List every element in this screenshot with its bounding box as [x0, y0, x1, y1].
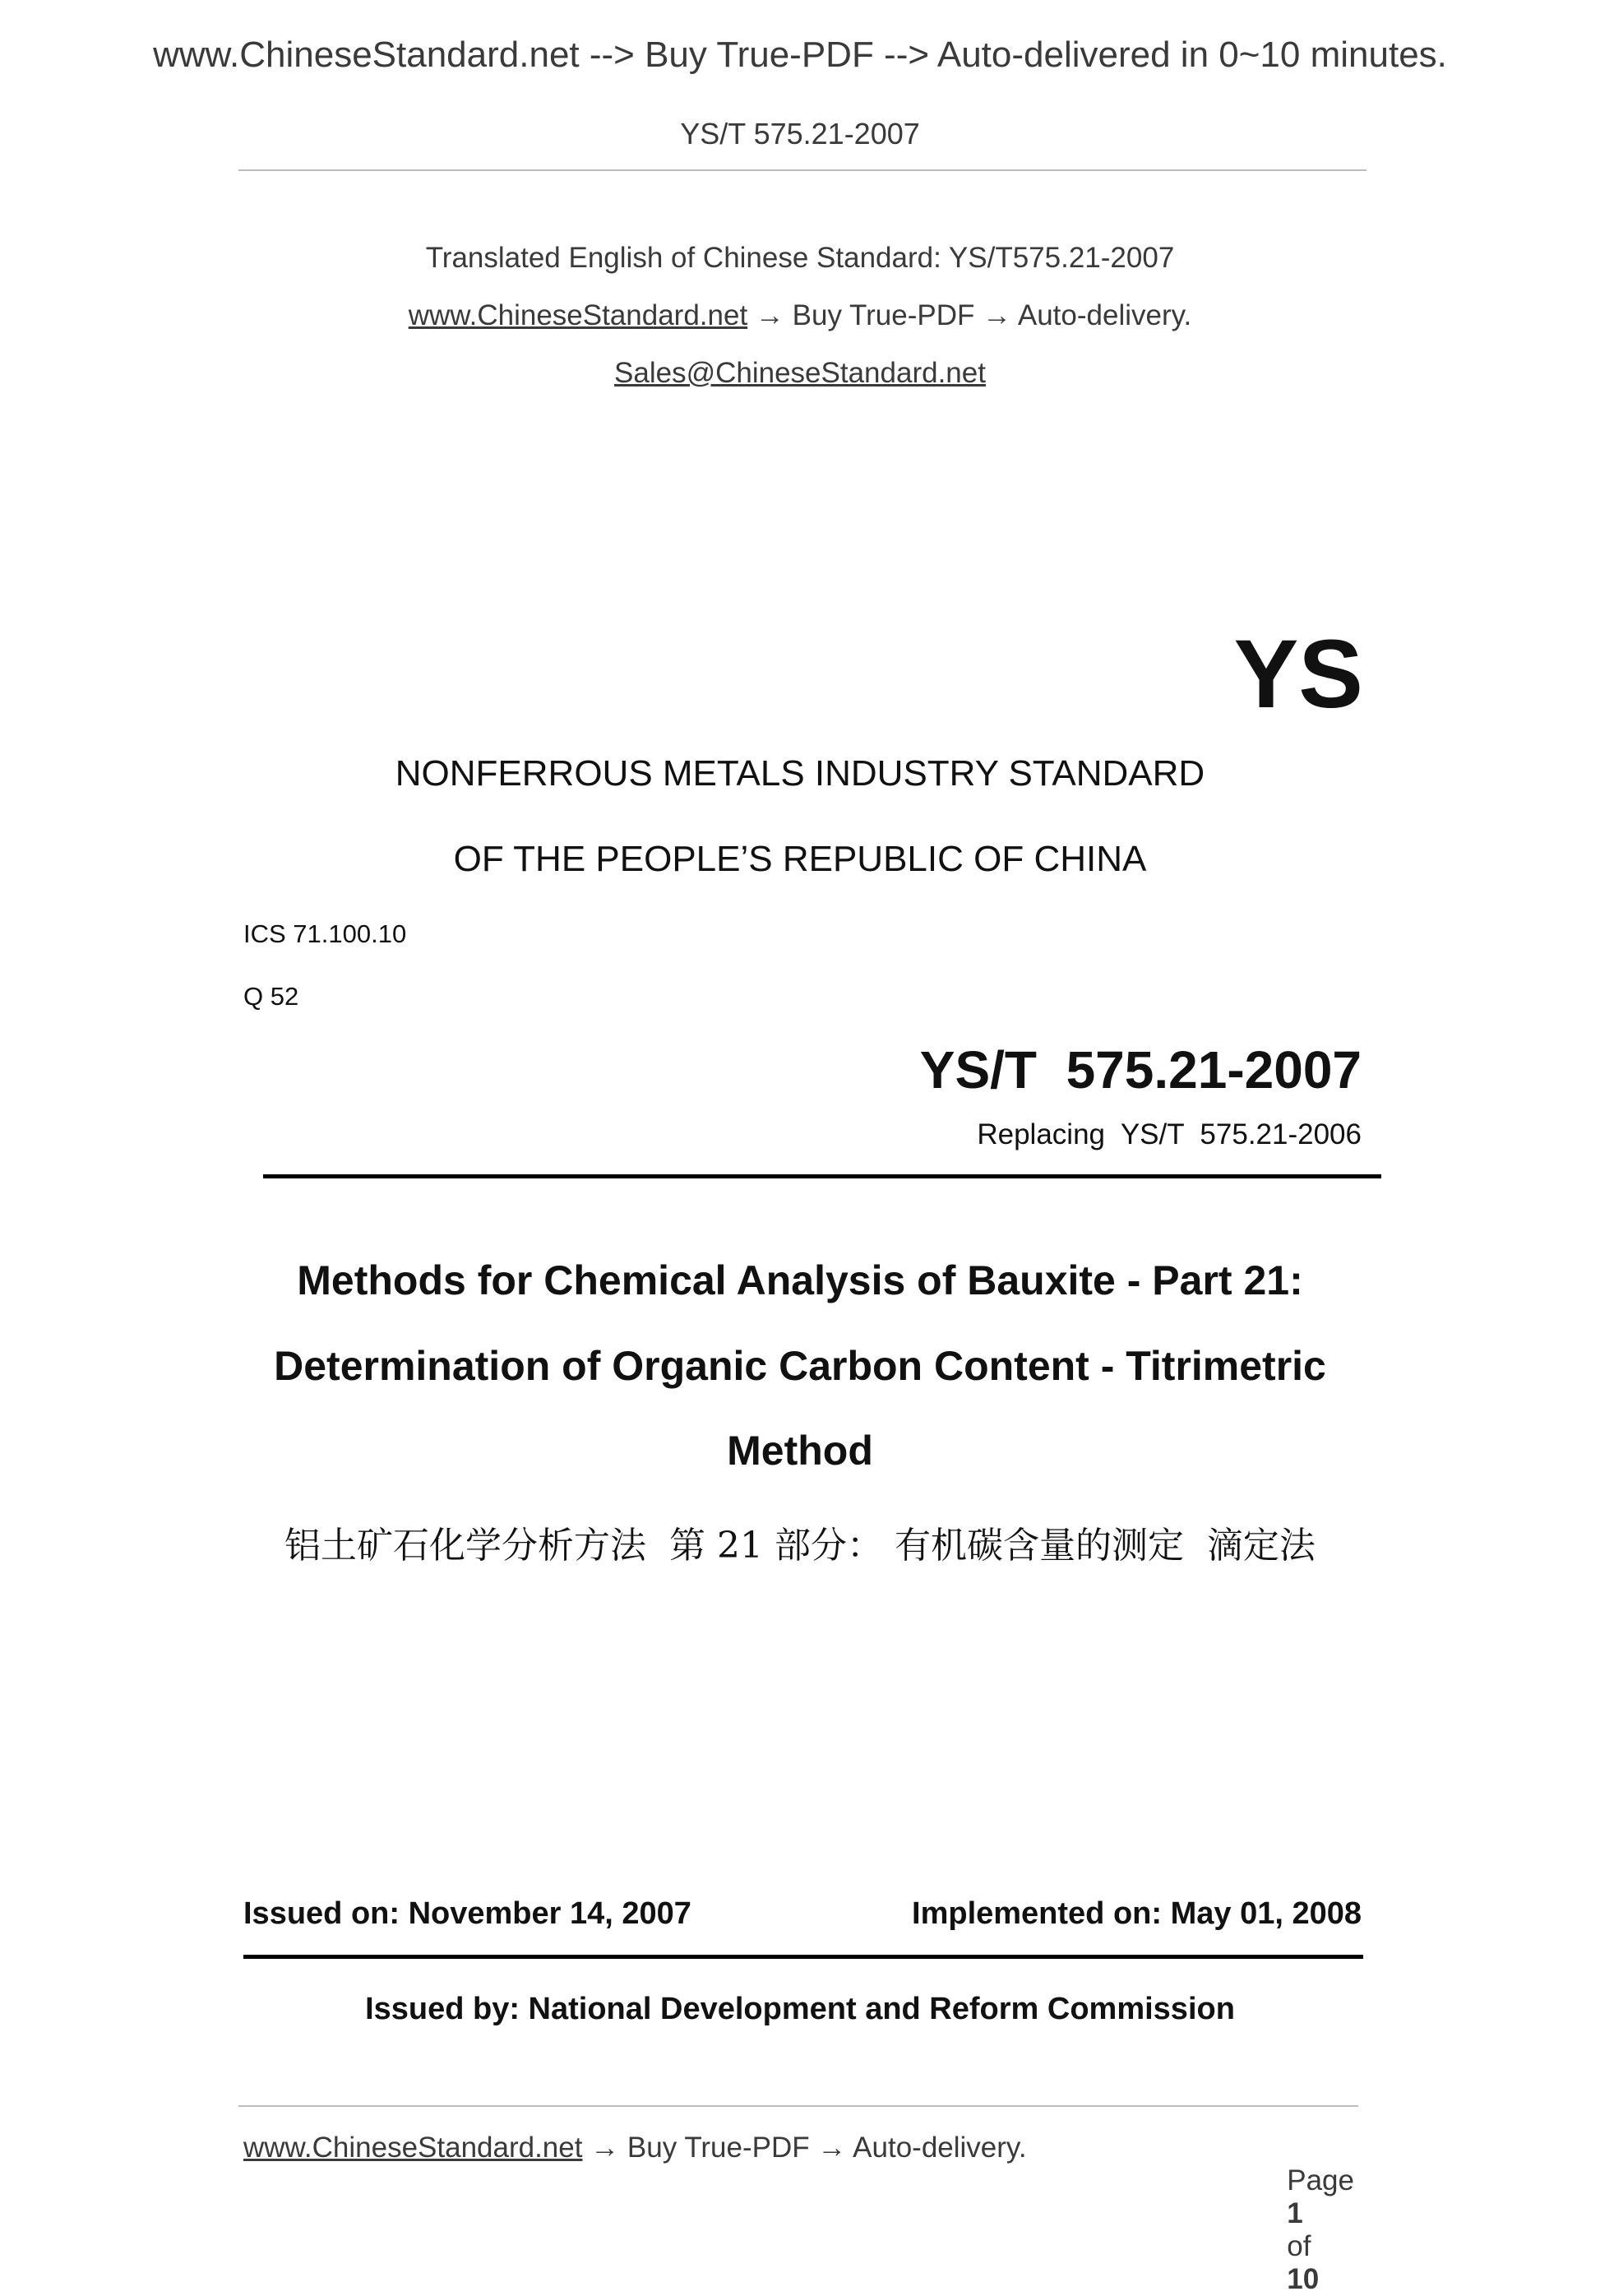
page-current: 1	[1287, 2197, 1303, 2229]
top-banner: www.ChineseStandard.net --> Buy True-PDF --> Auto-delivered in 0~10 minutes.	[153, 35, 1447, 75]
site-delivery-line	[0, 299, 1600, 332]
title-line-3: Method	[727, 1428, 873, 1474]
ys-logo: YS	[1233, 620, 1363, 729]
page-indicator	[1271, 2132, 1354, 2296]
footer-site-link[interactable]: www.ChineseStandard.net	[243, 2132, 583, 2164]
site-delivery-text: → Buy True-PDF → Auto-delivery.	[747, 299, 1192, 331]
header-divider	[238, 169, 1366, 171]
header-doc-code: YS/T 575.21-2007	[680, 117, 920, 150]
footer-site-line	[243, 2132, 1027, 2164]
standard-number: YS/T 575.21-2007	[919, 1040, 1362, 1099]
page-total: 10	[1287, 2263, 1320, 2295]
page-label: Page	[1287, 2164, 1354, 2196]
org-line-2: OF THE PEOPLE’S REPUBLIC OF CHINA	[453, 839, 1147, 879]
issued-on: Issued on: November 14, 2007	[243, 1896, 691, 1931]
title-line-2: Determination of Organic Carbon Content - Titrimetric	[274, 1343, 1326, 1389]
footer-delivery-text: → Buy True-PDF → Auto-delivery.	[582, 2132, 1027, 2164]
cover-divider-top	[263, 1174, 1381, 1178]
footer-divider	[238, 2105, 1358, 2107]
issued-by: Issued by: National Development and Reform Commission	[365, 1992, 1235, 2026]
class-code: Q 52	[243, 982, 299, 1011]
cover-divider-bottom	[243, 1955, 1363, 1959]
chinese-title: 铝土矿石化学分析方法 第 21 部分： 有机碳含量的测定 滴定法	[284, 1525, 1316, 1567]
ics-code: ICS 71.100.10	[243, 919, 407, 948]
title-line-1: Methods for Chemical Analysis of Bauxite - Part 21:	[297, 1257, 1303, 1303]
implemented-on: Implemented on: May 01, 2008	[912, 1896, 1362, 1931]
email-line	[0, 357, 1600, 390]
site-link[interactable]: www.ChineseStandard.net	[408, 299, 748, 331]
translation-line: Translated English of Chinese Standard: YS/T575.21-2007	[425, 242, 1175, 274]
email-link[interactable]: Sales@ChineseStandard.net	[614, 357, 986, 389]
replacing-note: Replacing YS/T 575.21-2006	[977, 1118, 1362, 1150]
org-line-1: NONFERROUS METALS INDUSTRY STANDARD	[395, 753, 1205, 794]
page-of: of	[1287, 2230, 1311, 2262]
